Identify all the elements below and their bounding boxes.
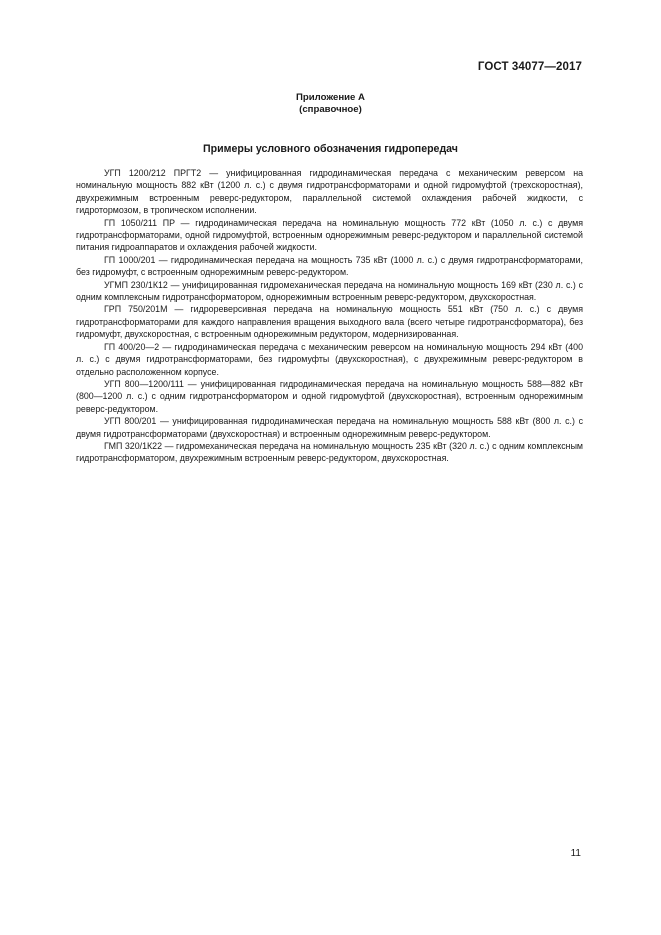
- paragraph: УГП 800/201 — унифицированная гидродинамическая передача на номинальную мощность 588 кВт (800 л. с.) с двумя гидротрансформаторами (двухскоростная) и встроенным однорежимным реверс-редуктором.: [76, 416, 583, 439]
- paragraph: ГП 400/20—2 — гидродинамическая передача с механическим реверсом на номинальную мощность 294 кВт (400 л. с.) с двумя гидротрансформаторами, без гидромуфты (двухскоростная), с двухрежимным реверс-редуктором в отдельно расположенном корпусе.: [76, 341, 583, 377]
- annex-heading: [0, 92, 661, 116]
- paragraph: УГП 1200/212 ПРГТ2 — унифицированная гидродинамическая передача с механическим реверсом на номинальную мощность 882 кВт (1200 л. с.) с двумя гидротрансформаторами и одной гидромуфтой (трехскоростная), двухрежимным встроенным реверс-редуктором, параллельной системой охлаждения рабочей жидкости, с гидротормозом, в тропическом исполнении.: [76, 168, 583, 216]
- paragraph: ГРП 750/201М — гидрореверсивная передача на номинальную мощность 551 кВт (750 л. с.) с двумя гидротрансформаторами для каждого направления вращения выходного вала (всего четыре гидротрансформатора), без гидромуфт, двухскоростная, с встроенным однорежимным редуктором, модернизированная.: [76, 304, 583, 340]
- section-title: Примеры условного обозначения гидропередач: [203, 143, 458, 155]
- paragraph: ГП 1000/201 — гидродинамическая передача на мощность 735 кВт (1000 л. с.) с двумя гидротрансформаторами, без гидромуфт, с встроенным однорежимным реверс-редуктором.: [76, 254, 583, 278]
- paragraph: УГП 800—1200/111 — унифицированная гидродинамическая передача на номинальную мощность 588—882 кВт (800—1200 л. с.) с одним гидротрансформатором и одной гидромуфтой (двухскоростная), встроенным однорежимным реверс-редуктором.: [76, 378, 583, 414]
- paragraph: ГП 1050/211 ПР — гидродинамическая передача на номинальную мощность 772 кВт (1050 л. с.) с двумя гидротрансформаторами, одной гидромуфтой, встроенным однорежимным реверс-редуктором и параллельной системой питания гидроаппаратов и охлаждения рабочей жидкости.: [76, 217, 583, 253]
- body-text: [76, 167, 583, 465]
- page-number: 11: [570, 848, 581, 859]
- annex-subtitle: (справочное): [299, 104, 362, 115]
- paragraph: ГМП 320/1К22 — гидромеханическая передача на номинальную мощность 235 кВт (320 л. с.) с одним комплексным гидротрансформатором, двухрежимным встроенным реверс-редуктором, двухскоростная.: [76, 440, 583, 464]
- standard-code: ГОСТ 34077—2017: [477, 61, 582, 73]
- annex-title: Приложение А: [296, 92, 365, 103]
- paragraph: УГМП 230/1К12 — унифицированная гидромеханическая передача на номинальную мощность 169 кВт (230 л. с.) с одним комплексным гидротрансформатором, однорежимным встроенным реверс-редуктором, двухскоростная.: [76, 279, 583, 303]
